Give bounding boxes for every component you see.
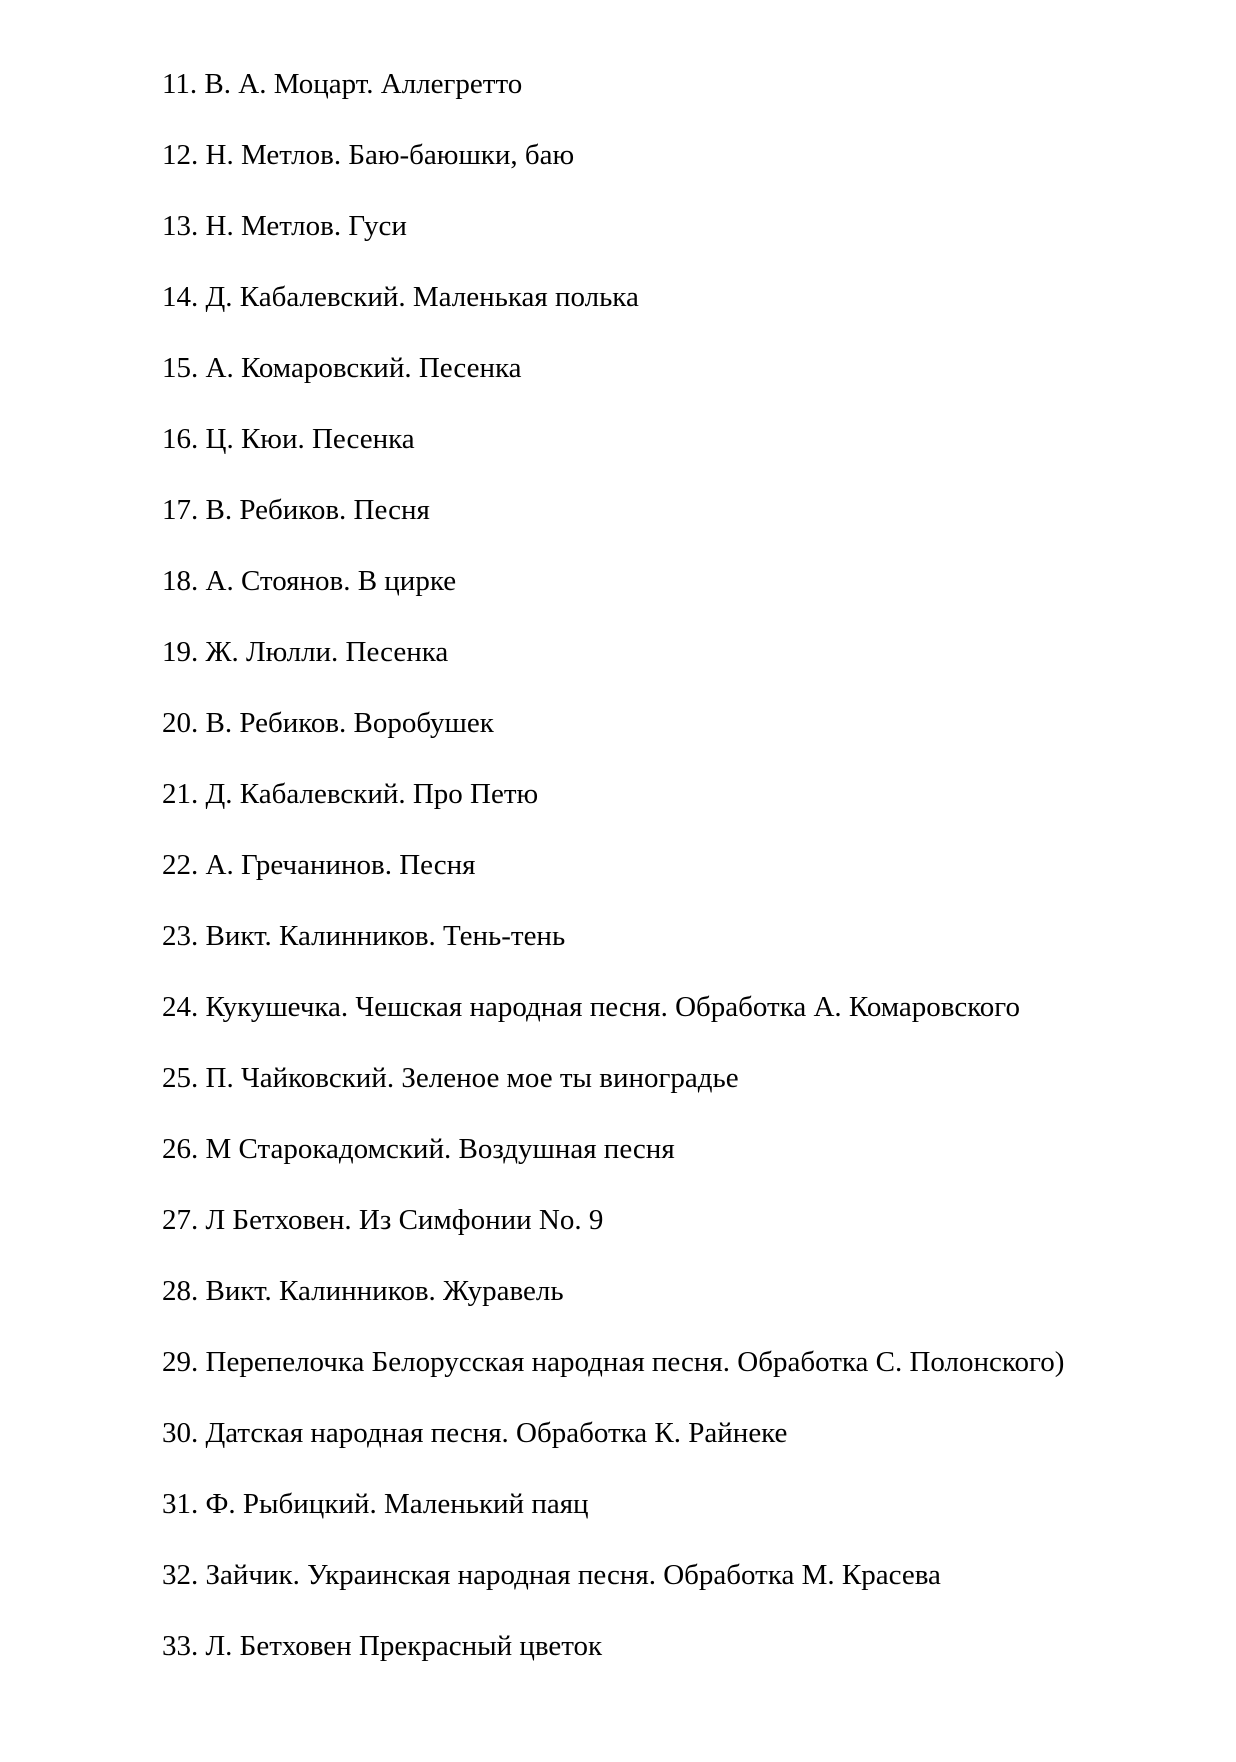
list-item: 15. А. Комаровский. Песенка [162,352,522,384]
pieces-list [162,70,1196,1703]
list-item: 18. А. Стоянов. В цирке [162,565,457,597]
list-item: 19. Ж. Люлли. Песенка [162,636,449,668]
list-item: 14. Д. Кабалевский. Маленькая полька [162,281,639,313]
list-item: 23. Викт. Калинников. Тень-тень [162,920,566,952]
list-item: 30. Датская народная песня. Обработка К. Райнеке [162,1417,788,1449]
list-item: 24. Кукушечка. Чешская народная песня. Обработка А. Комаровского [162,991,1020,1023]
list-item: 29. Перепелочка Белорусская народная песня. Обработка С. Полонского) [162,1346,1065,1378]
list-item: 11. В. А. Моцарт. Аллегретто [162,68,523,100]
list-item: 31. Ф. Рыбицкий. Маленький паяц [162,1488,589,1520]
list-item: 12. Н. Метлов. Баю-баюшки, баю [162,139,575,171]
list-item: 22. А. Гречанинов. Песня [162,849,476,881]
list-item: 26. М Старокадомский. Воздушная песня [162,1133,675,1165]
list-item: 13. Н. Метлов. Гуси [162,210,407,242]
list-item: 33. Л. Бетховен Прекрасный цветок [162,1630,603,1662]
list-item: 28. Викт. Калинников. Журавель [162,1275,564,1307]
list-item: 32. Зайчик. Украинская народная песня. Обработка М. Красева [162,1559,941,1591]
list-item: 20. В. Ребиков. Воробушек [162,707,494,739]
list-item: 25. П. Чайковский. Зеленое мое ты виноградье [162,1062,739,1094]
list-item: 27. Л Бетховен. Из Симфонии No. 9 [162,1204,604,1236]
list-item: 17. В. Ребиков. Песня [162,494,430,526]
list-item: 16. Ц. Кюи. Песенка [162,423,415,455]
list-item: 21. Д. Кабалевский. Про Петю [162,778,539,810]
